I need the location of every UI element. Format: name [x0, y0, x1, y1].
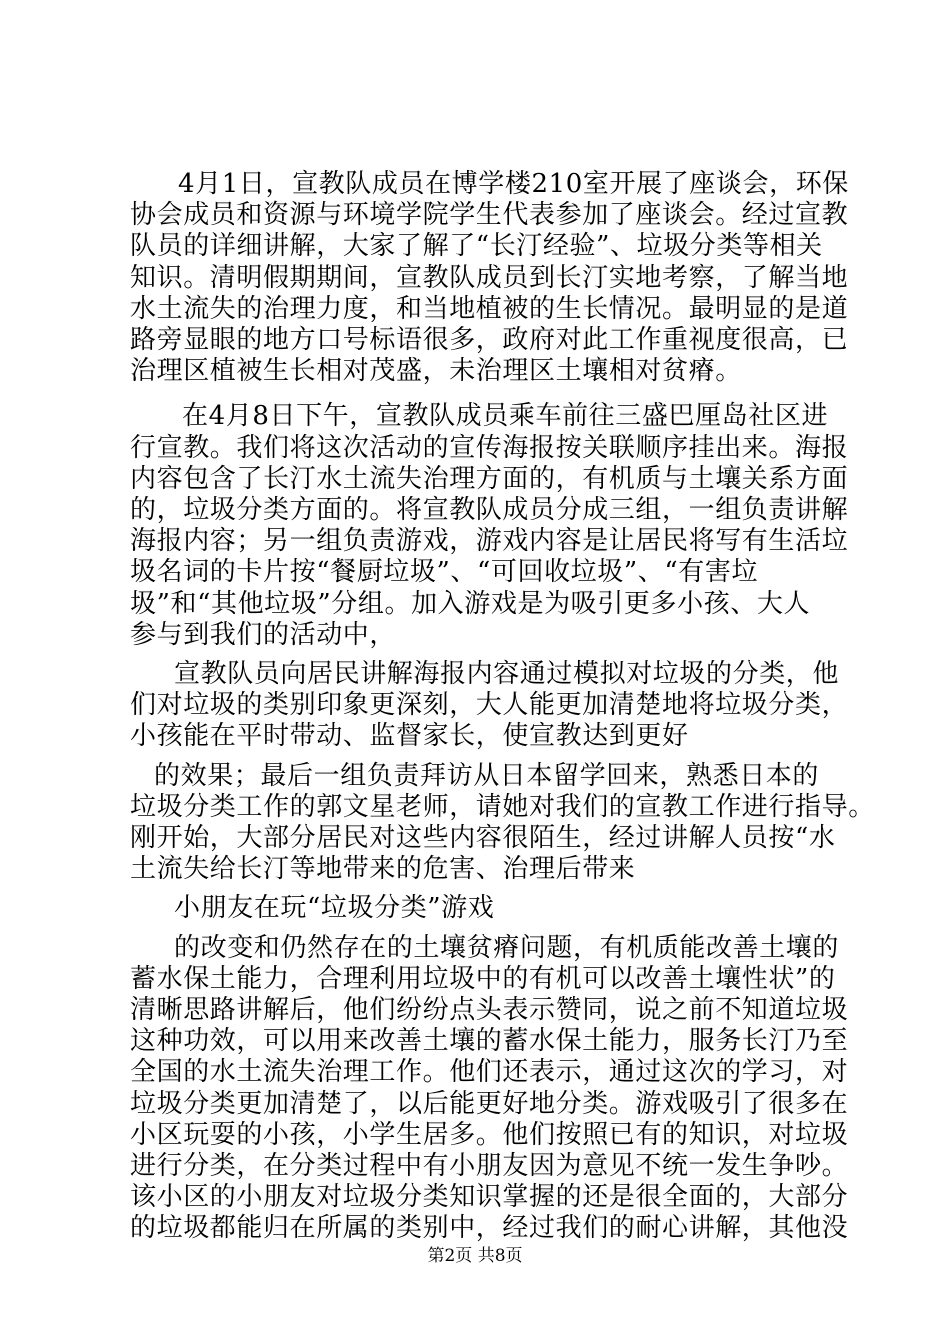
page-number-footer: 第2页 共8页 — [427, 1246, 523, 1266]
paragraph-line: 水土流失的治理力度，和当地植被的生长情况。最明显的是道 — [130, 293, 849, 324]
paragraph-line: 小朋友在玩“垃圾分类”游戏 — [174, 893, 495, 924]
paragraph-line: 们对垃圾的类别印象更深刻，大人能更加清楚地将垃圾分类， — [130, 690, 849, 721]
paragraph-line: 垃圾分类更加清楚了，以后能更好地分类。游戏吸引了很多在 — [130, 1088, 849, 1119]
paragraph-line: 进行分类，在分类过程中有小朋友因为意见不统一发生争吵。 — [130, 1151, 849, 1181]
paragraph-line: 这种功效，可以用来改善土壤的蓄水保土能力，服务长汀乃至 — [130, 1026, 849, 1057]
paragraph-line: 垃圾分类工作的郭文星老师，请她对我们的宣教工作进行指导。 — [130, 791, 875, 822]
paragraph-line: 4月1日，宣教队成员在博学楼210室开展了座谈会，环保 — [178, 169, 849, 199]
paragraph-line: 小孩能在平时带动、监督家长，使宣教达到更好 — [130, 721, 689, 752]
paragraph-line: 的效果；最后一组负责拜访从日本留学回来，熟悉日本的 — [154, 760, 820, 791]
paragraph-line: 知识。清明假期期间，宣教队成员到长汀实地考察，了解当地 — [130, 262, 849, 293]
paragraph-line: 协会成员和资源与环境学院学生代表参加了座谈会。经过宣教 — [130, 200, 849, 231]
paragraph-line: 参与到我们的活动中， — [130, 619, 397, 650]
paragraph-line: 治理区植被生长相对茂盛，未治理区土壤相对贫瘠。 — [130, 356, 742, 387]
paragraph-line: 内容包含了长汀水土流失治理方面的，有机质与土壤关系方面 — [130, 463, 849, 494]
paragraph-line: 刚开始，大部分居民对这些内容很陌生，经过讲解人员按“水 — [130, 823, 836, 853]
paragraph-line: 海报内容；另一组负责游戏，游戏内容是让居民将写有生活垃 — [130, 526, 849, 557]
paragraph-line: 圾”和“其他垃圾”分组。加入游戏是为吸引更多小孩、大人 — [130, 588, 811, 619]
paragraph-line: 路旁显眼的地方口号标语很多，政府对此工作重视度很高，已 — [130, 325, 849, 355]
paragraph-line: 在4月8日下午，宣教队成员乘车前往三盛巴厘岛社区进 — [182, 401, 829, 432]
paragraph-line: 队员的详细讲解，大家了解了“长汀经验”、垃圾分类等相关 — [130, 231, 823, 262]
paragraph-line: 圾名词的卡片按“餐厨垃圾”、“可回收垃圾”、“有害垃 — [130, 557, 759, 588]
paragraph-line: 行宣教。我们将这次活动的宣传海报按关联顺序挂出来。海报 — [130, 432, 849, 463]
paragraph-line: 该小区的小朋友对垃圾分类知识掌握的还是很全面的，大部分 — [130, 1182, 849, 1213]
paragraph-line: 宣教队员向居民讲解海报内容通过模拟对垃圾的分类，他 — [174, 659, 840, 689]
paragraph-line: 全国的水土流失治理工作。他们还表示，通过这次的学习，对 — [130, 1057, 849, 1088]
paragraph-line: 土流失给长汀等地带来的危害、治理后带来 — [130, 854, 636, 885]
paragraph-line: 蓄水保土能力，合理利用垃圾中的有机可以改善土壤性状”的 — [130, 963, 836, 994]
paragraph-line: 清晰思路讲解后，他们纷纷点头表示赞同，说之前不知道垃圾 — [130, 995, 849, 1025]
paragraph-line: 小区玩耍的小孩，小学生居多。他们按照已有的知识，对垃圾 — [130, 1119, 849, 1150]
paragraph-line: 的，垃圾分类方面的。将宣教队成员分成三组，一组负责讲解 — [130, 495, 849, 525]
paragraph-line: 的改变和仍然存在的土壤贫瘠问题，有机质能改善土壤的 — [174, 932, 840, 963]
paragraph-line: 的垃圾都能归在所属的类别中，经过我们的耐心讲解，其他没 — [130, 1213, 849, 1244]
